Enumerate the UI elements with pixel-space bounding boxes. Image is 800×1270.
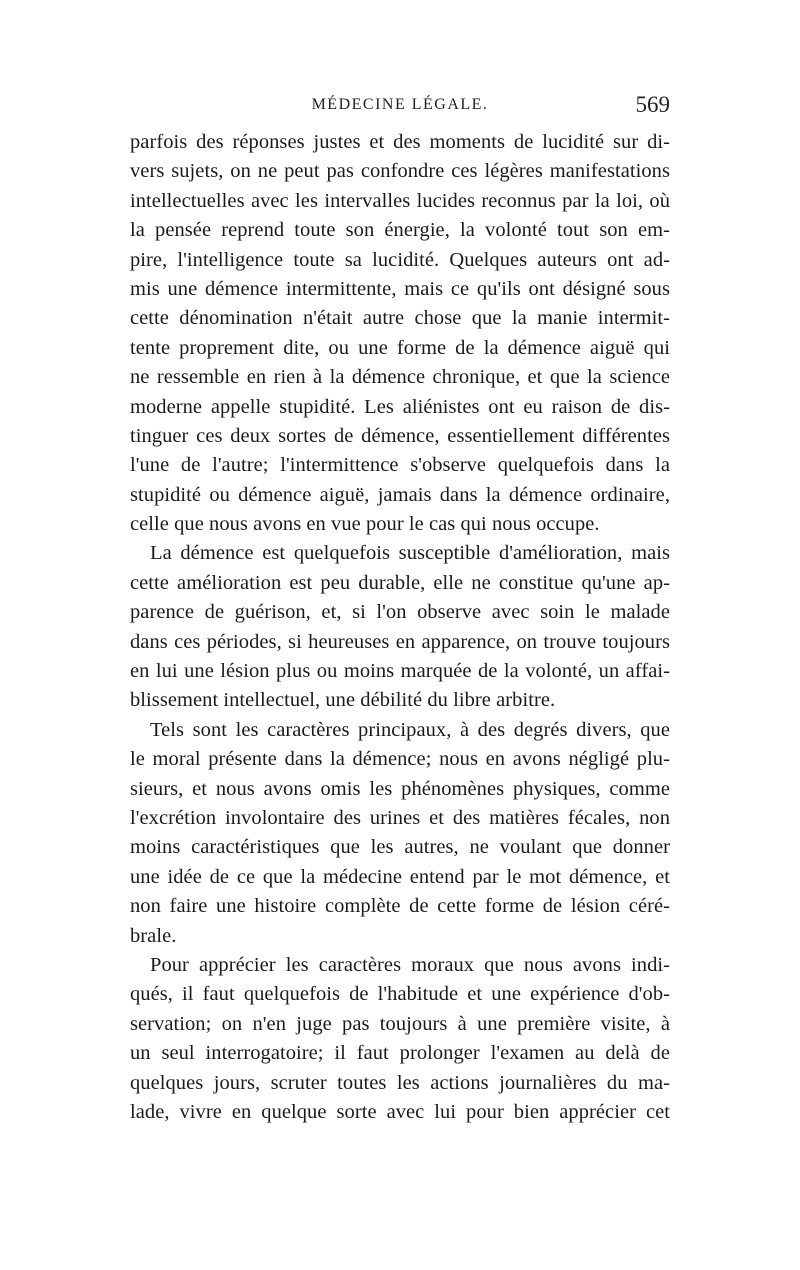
text-line: stupidité ou démence aiguë, jamais dans la démence ordinaire, (130, 483, 670, 506)
text-line: Tels sont les caractères principaux, à des degrés divers, que (150, 718, 670, 741)
text-line: une idée de ce que la médecine entend par le mot démence, et (130, 865, 670, 888)
text-line: La démence est quelquefois susceptible d'amélioration, mais (150, 542, 670, 565)
text-line: mis une démence intermittente, mais ce qu'ils ont désigné sous (130, 277, 670, 300)
text-line: tinguer ces deux sortes de démence, essentiellement différentes (130, 424, 670, 447)
text-line: cette dénomination n'était autre chose que la manie intermit- (130, 307, 670, 330)
body-text (130, 128, 670, 1127)
text-line: parfois des réponses justes et des moments de lucidité sur di- (130, 131, 670, 153)
text-line: moderne appelle stupidité. Les aliénistes ont eu raison de dis- (130, 395, 670, 418)
page-header (130, 92, 670, 124)
text-line: moins caractéristiques que les autres, ne voulant que donner (130, 836, 670, 859)
text-line: Pour apprécier les caractères moraux que nous avons indi- (150, 953, 670, 976)
text-line: ne ressemble en rien à la démence chronique, et que la science (130, 366, 670, 389)
text-line: non faire une histoire complète de cette forme de lésion céré- (130, 895, 670, 918)
text-line: le moral présente dans la démence; nous en avons négligé plu- (130, 748, 670, 771)
page-number: 569 (635, 92, 670, 117)
text-line: pire, l'intelligence toute sa lucidité. Quelques auteurs ont ad- (130, 248, 670, 271)
text-line: lade, vivre en quelque sorte avec lui pour bien apprécier cet (130, 1100, 670, 1123)
text-line: servation; on n'en juge pas toujours à une première visite, à (130, 1012, 670, 1035)
text-line: qués, il faut quelquefois de l'habitude et une expérience d'ob- (130, 983, 670, 1006)
text-line: blissement intellectuel, une débilité du libre arbitre. (130, 689, 556, 712)
text-line: un seul interrogatoire; il faut prolonger l'examen au delà de (130, 1042, 670, 1065)
text-line: vers sujets, on ne peut pas confondre ces légères manifestations (130, 160, 670, 183)
text-line: l'excrétion involontaire des urines et des matières fécales, non (130, 806, 670, 829)
text-line: tente proprement dite, ou une forme de la démence aiguë qui (130, 336, 670, 359)
text-line: sieurs, et nous avons omis les phénomènes physiques, comme (130, 777, 670, 800)
text-line: dans ces périodes, si heureuses en apparence, on trouve toujours (130, 630, 670, 653)
text-line: l'une de l'autre; l'intermittence s'observe quelquefois dans la (130, 454, 670, 477)
text-line: cette amélioration est peu durable, elle ne constitue qu'une ap- (130, 571, 670, 594)
text-line: celle que nous avons en vue pour le cas qui nous occupe. (130, 513, 600, 536)
text-line: brale. (130, 924, 177, 947)
text-line: quelques jours, scruter toutes les actions journalières du ma- (130, 1071, 670, 1094)
text-line: en lui une lésion plus ou moins marquée de la volonté, un affai- (130, 660, 670, 683)
text-line: la pensée reprend toute son énergie, la volonté tout son em- (130, 219, 670, 242)
text-line: parence de guérison, et, si l'on observe avec soin le malade (130, 601, 670, 624)
running-title: MÉDECINE LÉGALE. (311, 96, 489, 113)
text-line: intellectuelles avec les intervalles lucides reconnus par la loi, où (130, 189, 670, 212)
